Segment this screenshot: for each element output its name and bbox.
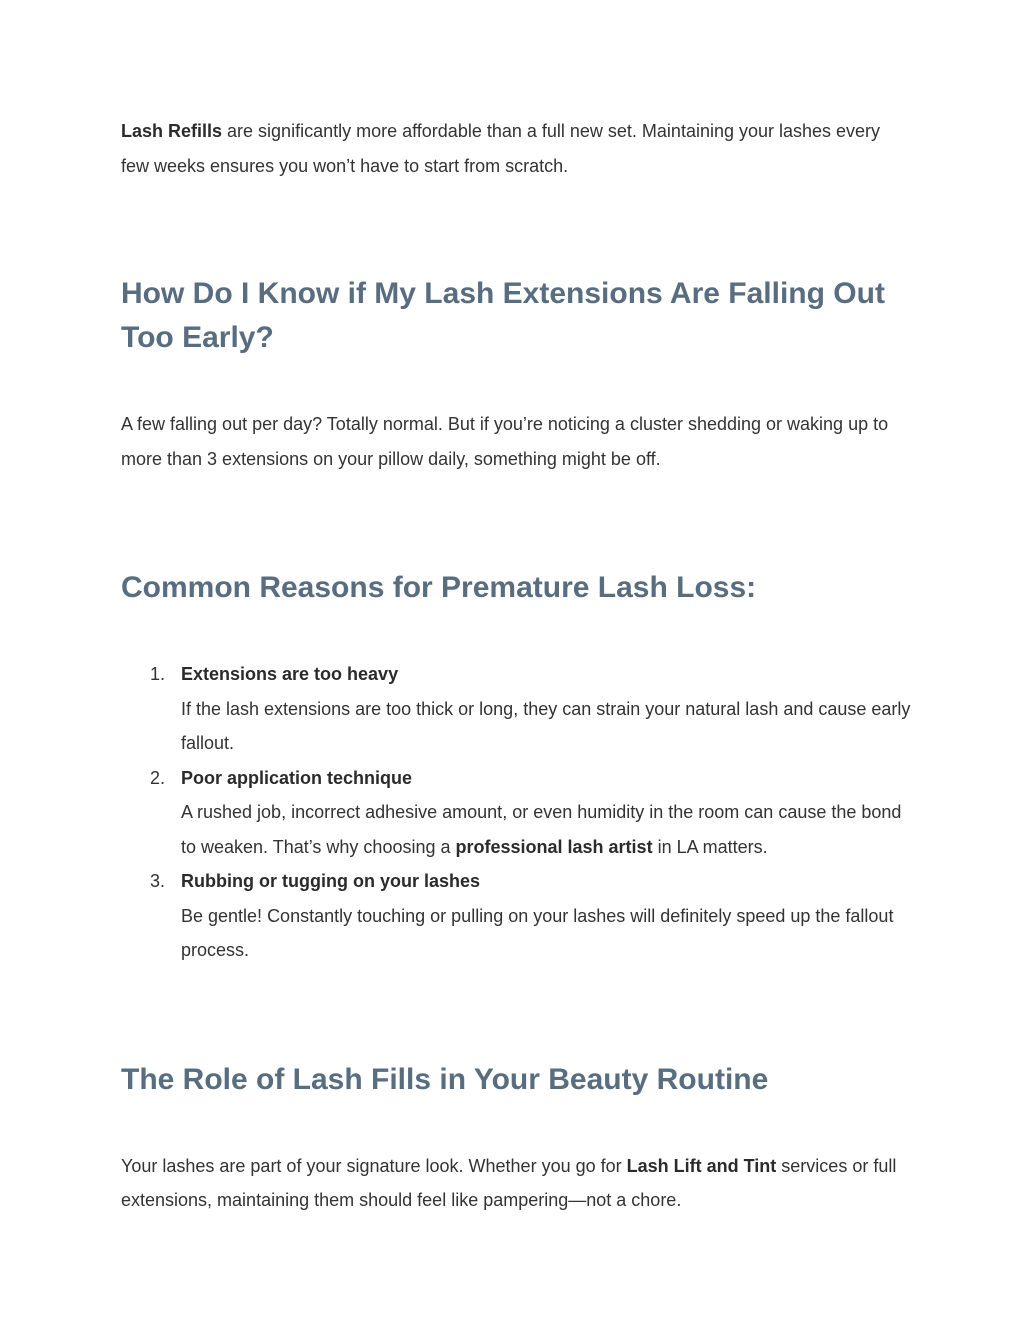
list-item <box>121 761 911 865</box>
falling-out-paragraph: A few falling out per day? Totally normal. But if you’re noticing a cluster shedding or waking up to more than 3 extensions on your pillow daily, something might be off. <box>121 414 889 469</box>
list-item <box>121 657 911 761</box>
reasons-list <box>121 657 911 968</box>
list-item-desc-text: If the lash extensions are too thick or long, they can strain your natural lash and cause early fallout. <box>181 698 911 753</box>
lash-refills-bold: Lash Refills <box>121 121 223 141</box>
list-item-title: Poor application technique <box>181 767 413 788</box>
list-item-number: 2. <box>150 767 166 788</box>
lash-lift-tint-bold: Lash Lift and Tint <box>626 1155 777 1176</box>
list-item-desc-text: A rushed job, incorrect adhesive amount, or even humidity in the room can cause the bond to weaken. That’s why choosing a <box>181 802 902 857</box>
list-item-description <box>181 899 911 968</box>
beauty-routine-text: Your lashes are part of your signature look. Whether you go for <box>121 1155 627 1176</box>
heading-role-of-lash-fills: The Role of Lash Fills in Your Beauty Routine <box>121 1062 769 1096</box>
list-item-description <box>181 795 911 864</box>
document-page <box>121 114 911 1218</box>
heading-common-reasons: Common Reasons for Premature Lash Loss: <box>121 571 757 604</box>
list-item-description <box>181 692 911 761</box>
list-item-number: 1. <box>150 664 166 684</box>
intro-paragraph <box>121 114 911 183</box>
professional-lash-artist-bold: professional lash artist <box>455 836 653 857</box>
list-item-desc-text: Be gentle! Constantly touching or pulling on your lashes will definitely speed up the fallout process. <box>181 905 894 960</box>
list-item-title: Rubbing or tugging on your lashes <box>181 871 480 891</box>
beauty-routine-text-after: services or full extensions, maintaining them should feel like pampering—not a chore. <box>121 1155 897 1210</box>
list-item-title: Extensions are too heavy <box>181 664 399 684</box>
heading-falling-out-early: How Do I Know if My Lash Extensions Are Falling Out Too Early? <box>121 277 885 354</box>
intro-text: are significantly more affordable than a full new set. Maintaining your lashes every few weeks ensures you won’t have to start from scratch. <box>121 121 881 176</box>
list-item <box>121 864 911 968</box>
list-item-desc-text-after: in LA matters. <box>652 836 768 857</box>
beauty-routine-paragraph <box>121 1149 911 1218</box>
list-item-number: 3. <box>150 871 166 891</box>
